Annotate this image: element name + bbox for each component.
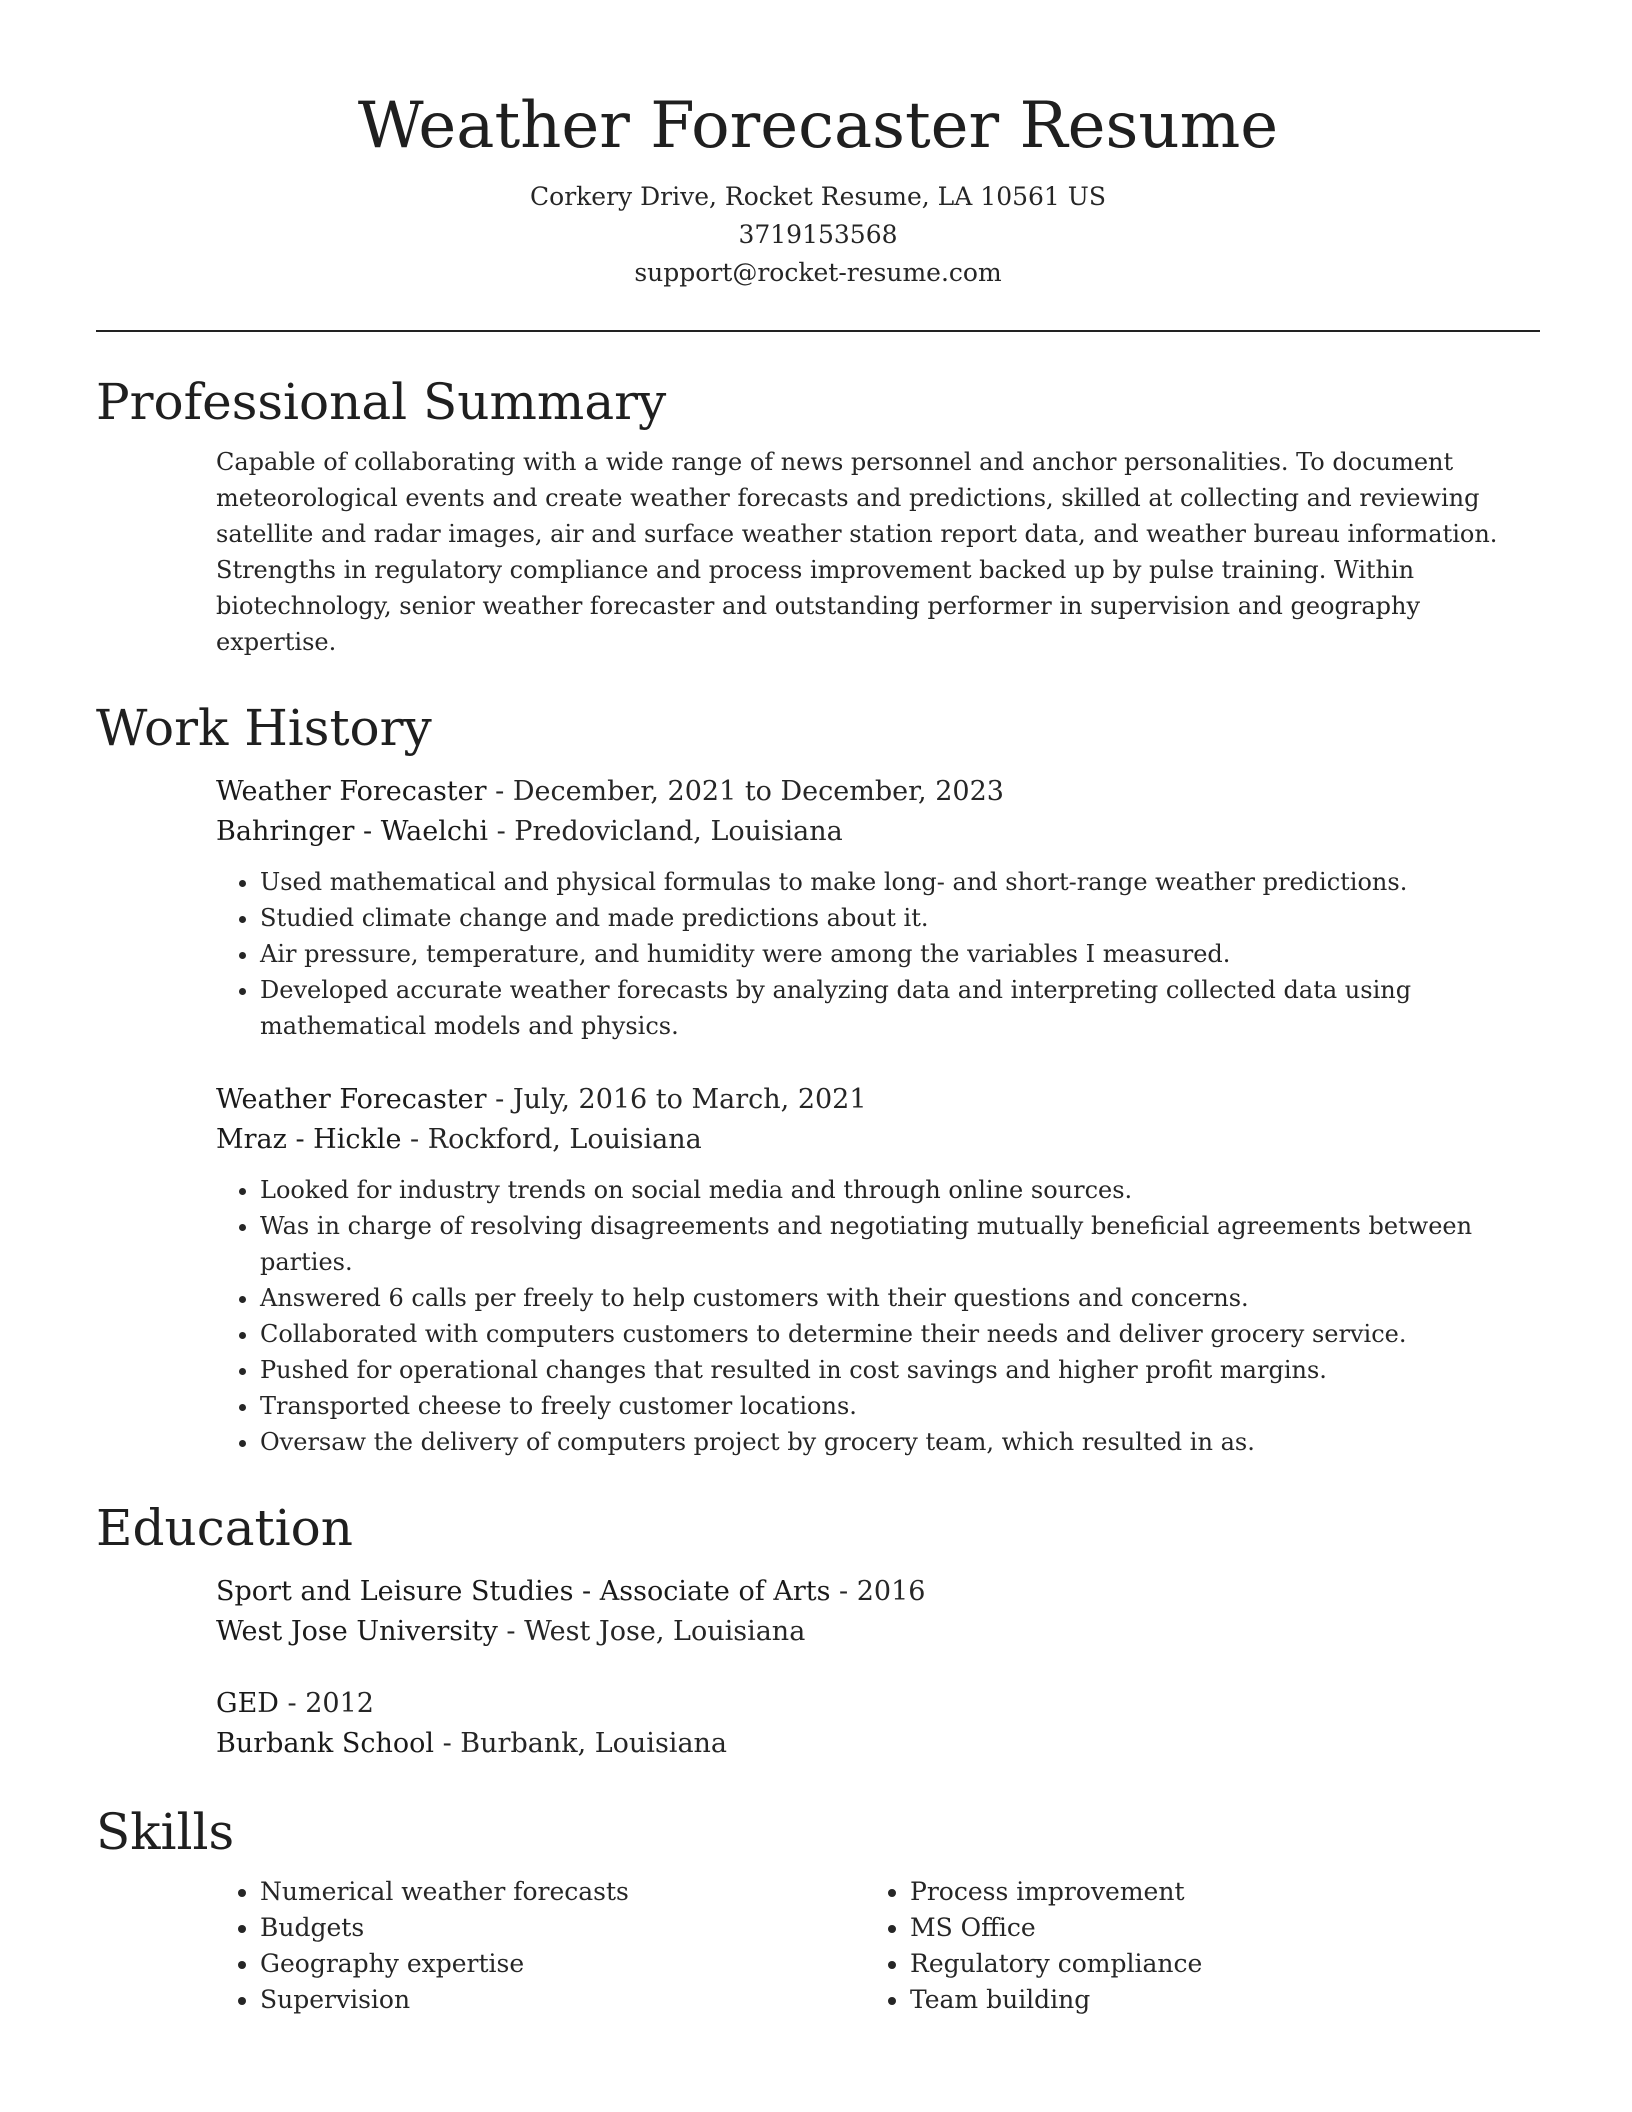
job-bullet: • Studied climate change and made predictions about it. [260,900,1540,936]
education-school-line [216,1724,1540,1764]
education-degree-line [216,1684,1540,1724]
work-history-heading: Work History [96,699,432,757]
resume-page [96,0,1540,2018]
education-location: - Burbank, Louisiana [434,1728,728,1759]
job-role: Weather Forecaster [216,776,487,807]
header-divider [96,330,1540,332]
job-role: Weather Forecaster [216,1084,487,1115]
job-company-line [216,812,1540,852]
skills-section [216,1874,1540,2018]
job-dates: - July, 2016 to March, 2021 [486,1084,867,1115]
job-company-line [216,1120,1540,1160]
skill-item: • Numerical weather forecasts [260,1874,866,1910]
education-section [216,1572,1540,1764]
job-company: Bahringer - Waelchi [216,816,488,847]
job-bullets [216,864,1540,1044]
education-school: Burbank School [216,1728,435,1759]
phone: 3719153568 [738,220,898,249]
job-bullet: • Pushed for operational changes that resulted in cost savings and higher profit margins. [260,1352,1540,1388]
skill-item: • Process improvement [910,1874,1516,1910]
skill-item: • Regulatory compliance [910,1946,1516,1982]
work-history-section [216,772,1540,1460]
job-location: - Predovicland, Louisiana [487,816,843,847]
job-bullet: • Looked for industry trends on social media and through online sources. [260,1172,1540,1208]
skills-heading: Skills [96,1803,235,1861]
skills-grid [216,1874,1540,2018]
job-location: - Rockford, Louisiana [401,1124,702,1155]
job-bullet: • Collaborated with computers customers to determine their needs and deliver grocery service. [260,1316,1540,1352]
skill-item: • Team building [910,1982,1516,2018]
education-year: - 2012 [278,1688,374,1719]
job-company: Mraz - Hickle [216,1124,402,1155]
skill-item: • Budgets [260,1910,866,1946]
skill-item: • Geography expertise [260,1946,866,1982]
job-entry [216,772,1540,1044]
resume-header [96,0,1540,292]
skills-list-left [216,1874,866,2018]
job-bullet: • Was in charge of resolving disagreements and negotiating mutually beneficial agreements between parties. [260,1208,1540,1280]
job-dates: - December, 2021 to December, 2023 [486,776,1004,807]
job-bullet: • Transported cheese to freely customer locations. [260,1388,1540,1424]
education-degree: GED [216,1688,279,1719]
email: support@rocket-resume.com [634,258,1002,287]
job-bullet: • Answered 6 calls per freely to help customers with their questions and concerns. [260,1280,1540,1316]
address: Corkery Drive, Rocket Resume, LA 10561 US [530,182,1106,211]
skills-list-right [866,1874,1516,2018]
summary-heading: Professional Summary [96,373,667,431]
education-entry [216,1572,1540,1652]
job-bullets [216,1172,1540,1460]
job-bullet: • Oversaw the delivery of computers project by grocery team, which resulted in as. [260,1424,1540,1460]
job-entry [216,1080,1540,1460]
resume-title: Weather Forecaster Resume [357,89,1279,163]
job-title-line [216,772,1540,812]
summary-text: Capable of collaborating with a wide range of news personnel and anchor personalities. To document meteorological events and create weather forecasts and predictions, skilled at collecting and reviewing satellite and radar images, air and surface weather station report data, and weather bureau information. Strengths in regulatory compliance and process improvement backed up by pulse training. Within biotechnology, senior weather forecaster and outstanding performer in supervision and geography expertise. [216,448,1498,656]
education-degree: Sport and Leisure Studies - Associate of Arts [216,1576,831,1607]
skill-item: • MS Office [910,1910,1516,1946]
job-title-line [216,1080,1540,1120]
job-bullet: • Used mathematical and physical formulas to make long- and short-range weather predictions. [260,864,1540,900]
education-year: - 2016 [830,1576,926,1607]
job-bullet: • Developed accurate weather forecasts by analyzing data and interpreting collected data using mathematical models and physics. [260,972,1540,1044]
education-entry [216,1684,1540,1764]
education-heading: Education [96,1499,353,1557]
skill-item: • Supervision [260,1982,866,2018]
summary-section [216,444,1540,660]
job-bullet: • Air pressure, temperature, and humidity were among the variables I measured. [260,936,1540,972]
education-location: - West Jose, Louisiana [497,1616,806,1647]
education-school: West Jose University [216,1616,498,1647]
education-school-line [216,1612,1540,1652]
education-degree-line [216,1572,1540,1612]
